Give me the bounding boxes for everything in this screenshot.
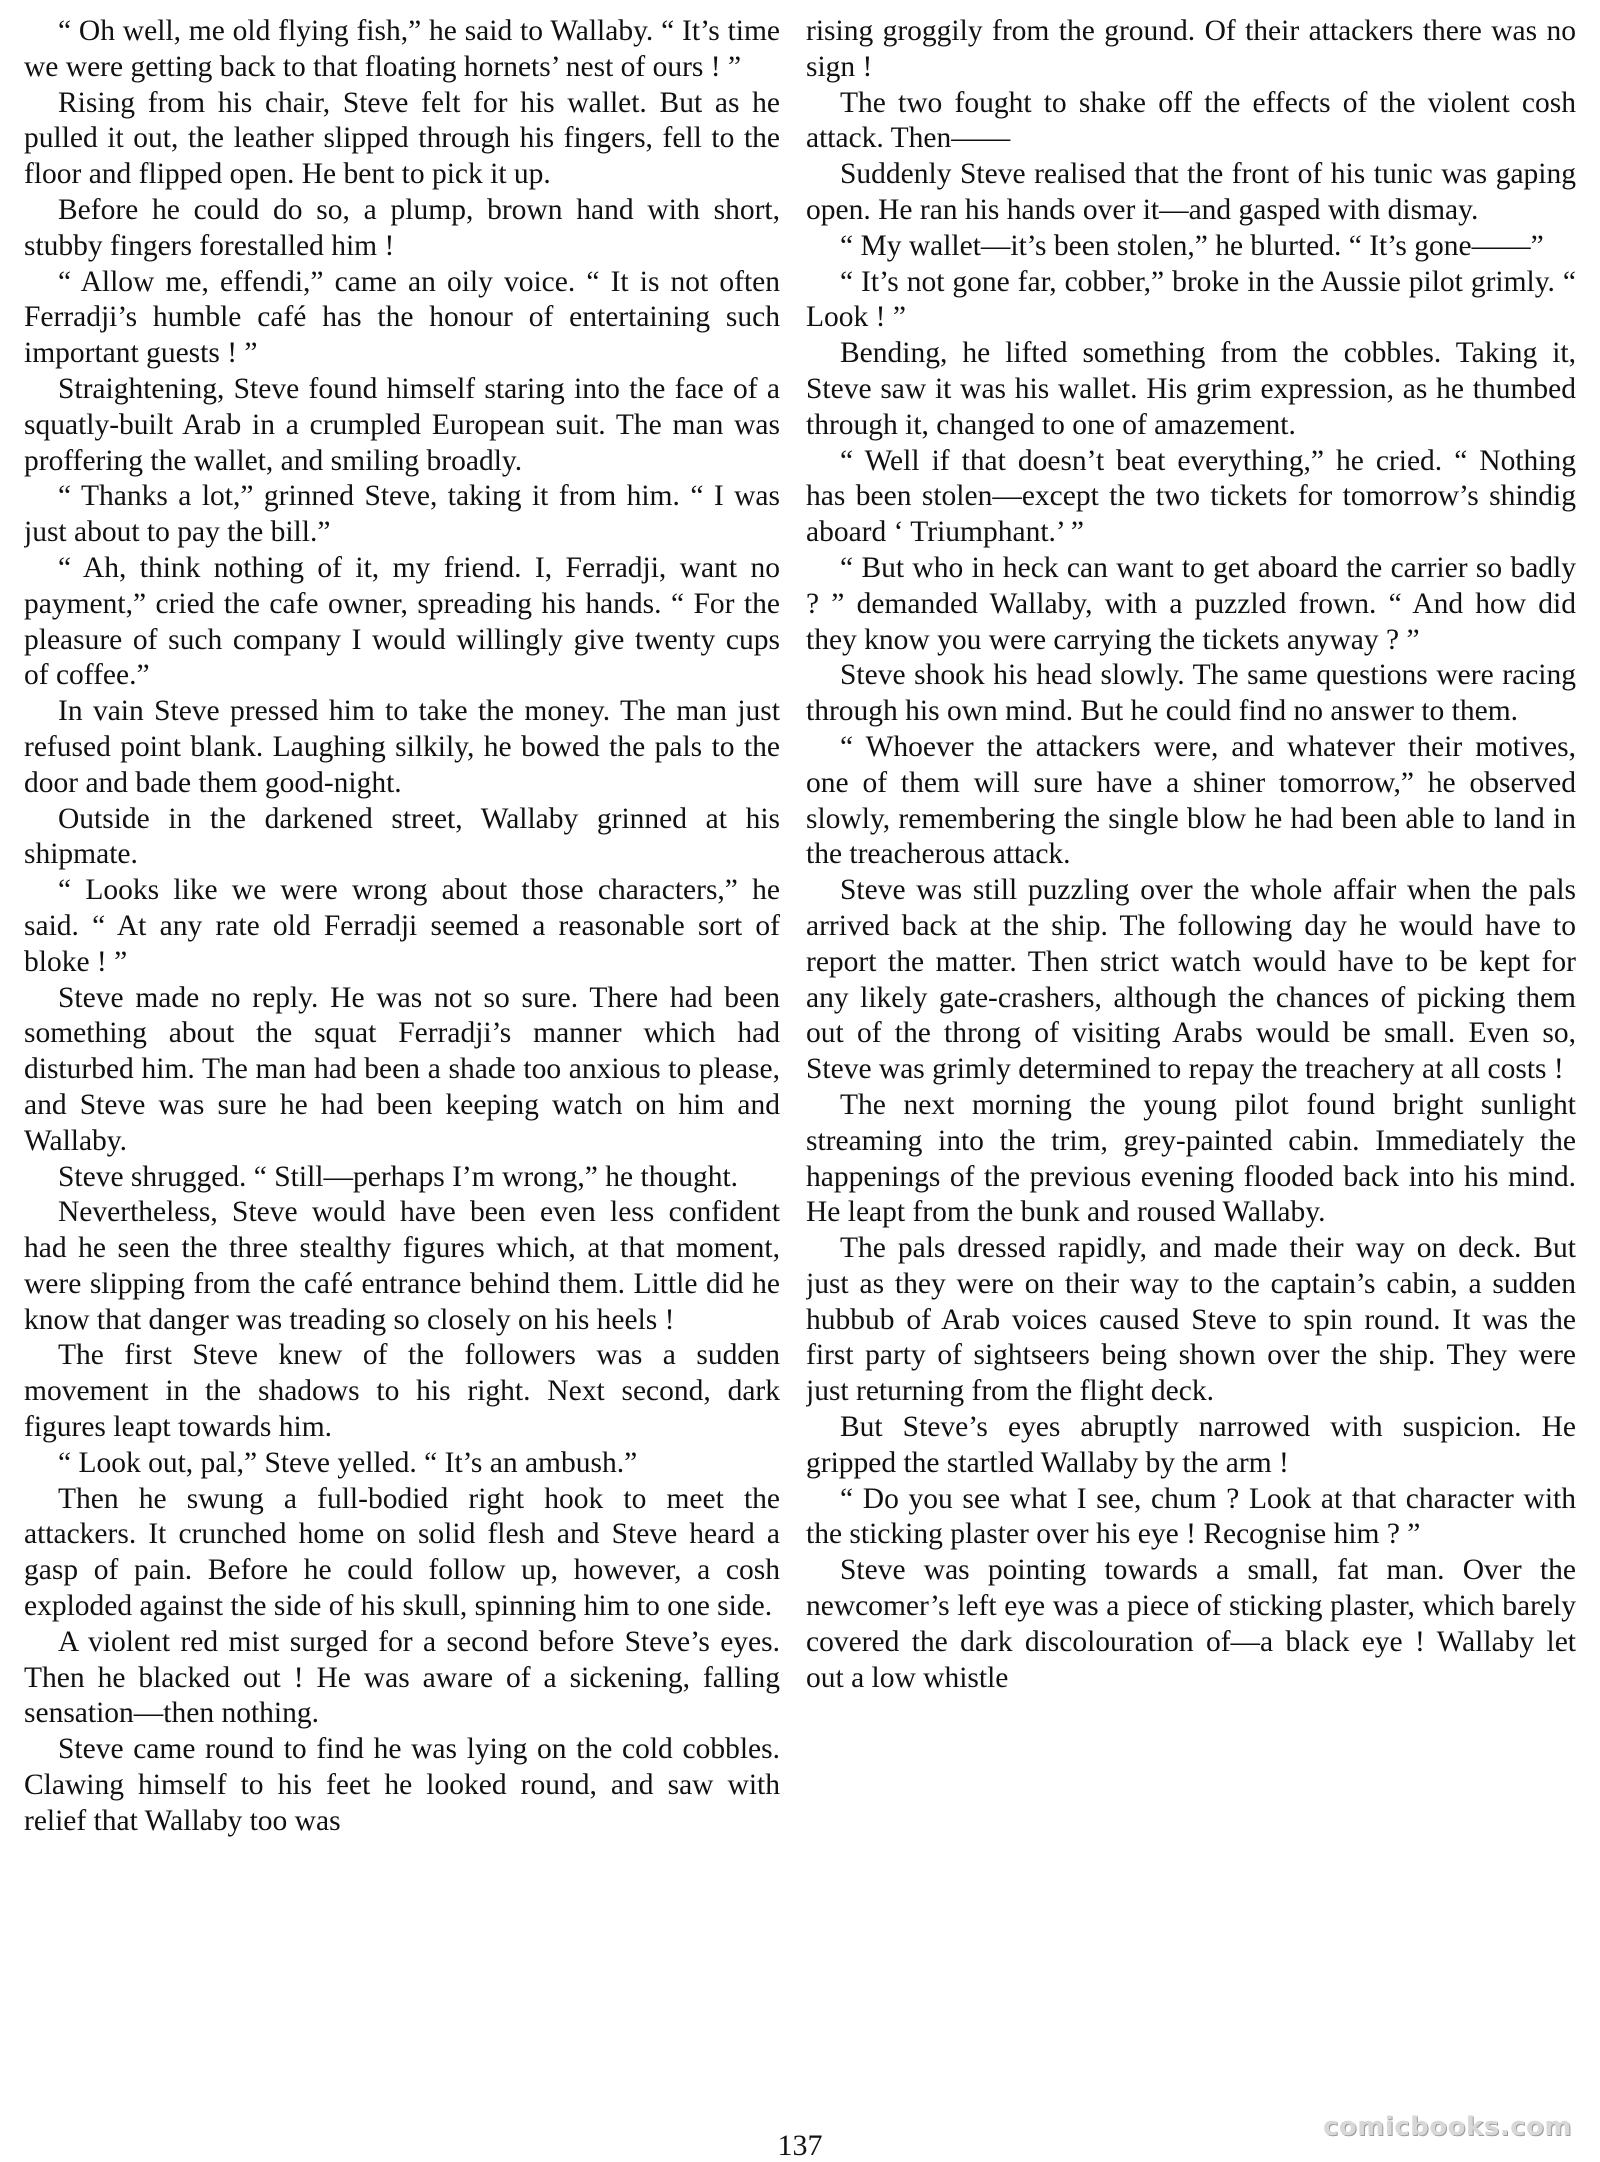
paragraph: “ My wallet—it’s been stolen,” he blurted. “ It’s gone——”	[840, 229, 1544, 262]
paragraph: Then he swung a full-bodied right hook to meet the attackers. It crunched home on solid flesh and Steve heard a gasp of pain. Before he could follow up, however, a cosh exploded against the side of his skull, spinning him to one side.	[24, 1482, 780, 1623]
paragraph: But Steve’s eyes abruptly narrowed with suspicion. He gripped the startled Wallaby by the arm !	[806, 1411, 1576, 1479]
paragraph: The first Steve knew of the followers was a sudden movement in the shadows to his right. Next second, dark figures leapt towards him.	[24, 1339, 780, 1444]
paragraph: Steve was still puzzling over the whole affair when the pals arrived back at the ship. The following day he would have to report the matter. Then strict watch would have to be kept for any likely gate-crashers, although the chances of picking them out of the throng of visiting Arabs would be small. Even so, Steve was grimly determined to repay the treachery at all costs !	[806, 874, 1576, 1086]
paragraph: Steve was pointing towards a small, fat man. Over the newcomer’s left eye was a piece of sticking plaster, which barely covered the dark discolouration of—a black eye ! Wallaby let out a low whistle	[806, 1554, 1576, 1694]
paragraph: “ Looks like we were wrong about those characters,” he said. “ At any rate old Ferradji seemed a reasonable sort of bloke ! ”	[24, 874, 780, 978]
paragraph: Outside in the darkened street, Wallaby grinned at his shipmate.	[24, 802, 780, 871]
paragraph: In vain Steve pressed him to take the money. The man just refused point blank. Laughing silkily, he bowed the pals to the door and bade them good-night.	[24, 695, 780, 799]
paragraph: “ Ah, think nothing of it, my friend. I, Ferradji, want no payment,” cried the cafe owner, spreading his hands. “ For the pleasure of such company I would willingly give twenty cups of coffee.”	[24, 551, 780, 692]
paragraph: “ Thanks a lot,” grinned Steve, taking it from him. “ I was just about to pay the bill.”	[24, 480, 780, 549]
paragraph: Rising from his chair, Steve felt for his wallet. But as he pulled it out, the leather slipped through his fingers, fell to the floor and flipped open. He bent to pick it up.	[24, 86, 780, 191]
watermark-logo: comicbooks.com	[1322, 2112, 1572, 2142]
paragraph: Steve shrugged. “ Still—perhaps I’m wrong,” he thought.	[58, 1160, 739, 1193]
paragraph: “ Allow me, effendi,” came an oily voice. “ It is not often Ferradji’s humble café has the honour of entertaining such important guests ! ”	[24, 265, 780, 370]
page-number: 137	[777, 2129, 823, 2162]
paragraph: Steve shook his head slowly. The same questions were racing through his own mind. But he could find no answer to them.	[806, 659, 1576, 728]
paragraph: Suddenly Steve realised that the front of his tunic was gaping open. He ran his hands over it—and gasped with dismay.	[806, 158, 1576, 226]
left-text-column	[24, 14, 780, 2124]
paragraph: “ Whoever the attackers were, and whatever their motives, one of them will sure have a shiner tomorrow,” he observed slowly, remembering the single blow he had been able to land in the treacherous attack.	[806, 730, 1576, 871]
paragraph: Straightening, Steve found himself staring into the face of a squatly-built Arab in a crumpled European suit. The man was proffering the wallet, and smiling broadly.	[24, 372, 780, 477]
paragraph: “ Well if that doesn’t beat everything,” he cried. “ Nothing has been stolen—except the two tickets for tomorrow’s shindig aboard ‘ Triumphant.’ ”	[806, 444, 1576, 549]
continued-paragraph: rising groggily from the ground. Of their attackers there was no sign !	[806, 15, 1576, 83]
right-text-column	[806, 14, 1576, 2124]
paragraph: Before he could do so, a plump, brown hand with short, stubby fingers forestalled him !	[24, 193, 780, 262]
paragraph: “ Do you see what I see, chum ? Look at that character with the sticking plaster over his eye ! Recognise him ? ”	[806, 1482, 1576, 1551]
paragraph: “ It’s not gone far, cobber,” broke in the Aussie pilot grimly. “ Look ! ”	[806, 265, 1576, 334]
paragraph: “ Oh well, me old flying fish,” he said to Wallaby. “ It’s time we were getting back to that floating hornets’ nest of ours ! ”	[24, 15, 780, 83]
paragraph: A violent red mist surged for a second before Steve’s eyes. Then he blacked out ! He was aware of a sickening, falling sensation—then nothing.	[24, 1625, 780, 1730]
paragraph: The pals dressed rapidly, and made their way on deck. But just as they were on their way to the captain’s cabin, a sudden hubbub of Arab voices caused Steve to spin round. It was the first party of sightseers being shown over the ship. They were just returning from the flight deck.	[806, 1232, 1576, 1408]
paragraph: Nevertheless, Steve would have been even less confident had he seen the three stealthy figures which, at that moment, were slipping from the café entrance behind them. Little did he know that danger was treading so closely on his heels !	[24, 1196, 780, 1336]
paragraph: Bending, he lifted something from the cobbles. Taking it, Steve saw it was his wallet. His grim expression, as he thumbed through it, changed to one of amazement.	[806, 337, 1576, 441]
paragraph: “ But who in heck can want to get aboard the carrier so badly ? ” demanded Wallaby, with a puzzled frown. “ And how did they know you were carrying the tickets anyway ? ”	[806, 551, 1576, 656]
paragraph: Steve made no reply. He was not so sure. There had been something about the squat Ferradji’s manner which had disturbed him. The man had been a shade too anxious to please, and Steve was sure he had been keeping watch on him and Wallaby.	[24, 981, 780, 1157]
paragraph: The next morning the young pilot found bright sunlight streaming into the trim, grey-painted cabin. Immediately the happenings of the previous evening flooded back into his mind. He leapt from the bunk and roused Wallaby.	[806, 1088, 1576, 1229]
paragraph: Steve came round to find he was lying on the cold cobbles. Clawing himself to his feet he looked round, and saw with relief that Wallaby too was	[24, 1733, 780, 1837]
paragraph: “ Look out, pal,” Steve yelled. “ It’s an ambush.”	[58, 1446, 638, 1479]
paragraph: The two fought to shake off the effects of the violent cosh attack. Then——	[806, 86, 1576, 155]
